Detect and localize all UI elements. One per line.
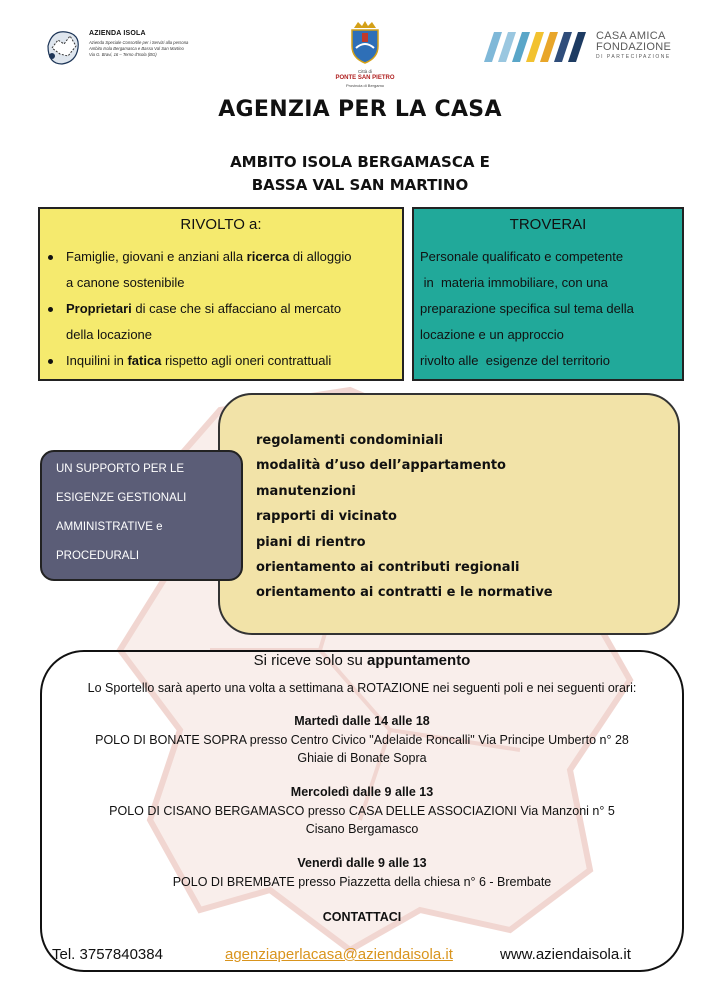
bullet-icon bbox=[48, 359, 53, 364]
service-item: orientamento ai contributi regionali bbox=[256, 560, 520, 576]
right-logo-line3: DI PARTECIPAZIONE bbox=[596, 54, 671, 60]
slot-town: Cisano Bergamasco bbox=[305, 822, 419, 836]
list-item bbox=[40, 348, 402, 374]
services-list bbox=[256, 428, 553, 606]
right-logo-line1: CASA AMICA bbox=[596, 30, 666, 42]
service-item: regolamenti condominiali bbox=[256, 433, 444, 448]
slot-place: POLO DI BONATE SOPRA presso Centro Civico "Adelaide Roncalli" Via Principe Umberto n° 28 bbox=[95, 733, 629, 747]
city-crest-icon bbox=[348, 20, 382, 64]
item-text: della locazione bbox=[66, 327, 153, 342]
page-subtitle bbox=[0, 151, 720, 197]
list-item bbox=[40, 244, 402, 296]
list-item bbox=[40, 296, 402, 348]
casa-amica-logo bbox=[484, 28, 684, 68]
city-province: Provincia di Bergamo bbox=[345, 83, 385, 88]
slot-place: POLO DI BREMBATE presso Piazzetta della chiesa n° 6 - Brembate bbox=[172, 875, 552, 889]
troverai-heading: TROVERAI bbox=[509, 216, 587, 233]
service-item: rapporti di vicinato bbox=[256, 509, 397, 525]
support-line: AMMINISTRATIVE e bbox=[56, 521, 163, 533]
appointment-bold: appuntamento bbox=[367, 652, 471, 669]
email-link[interactable]: agenziaperlacasa@aziendaisola.it bbox=[225, 946, 453, 963]
rivolto-box bbox=[38, 207, 404, 381]
item-text: di alloggio bbox=[289, 249, 352, 264]
item-text: rispetto agli oneri contrattuali bbox=[161, 353, 332, 368]
support-box bbox=[40, 450, 243, 581]
ponte-san-pietro-logo bbox=[330, 20, 400, 95]
service-item: piani di rientro bbox=[256, 534, 366, 550]
schedule-intro: Lo Sportello sarà aperto una volta a settimana a ROTAZIONE nei seguenti poli e nei seguenti orari: bbox=[87, 681, 637, 695]
item-bold: fatica bbox=[127, 353, 162, 368]
page-title: AGENZIA PER LA CASA bbox=[218, 97, 502, 122]
slot-day: Martedì dalle 14 alle 18 bbox=[294, 714, 430, 728]
slot-day: Mercoledì dalle 9 alle 13 bbox=[290, 785, 434, 799]
city-prefix: Città di bbox=[357, 69, 372, 74]
website-link[interactable]: www.aziendaisola.it bbox=[500, 946, 631, 963]
item-bold: Proprietari bbox=[66, 301, 132, 316]
support-line: ESIGENZE GESTIONALI bbox=[56, 492, 187, 504]
item-text: Inquilini in bbox=[66, 353, 128, 368]
troverai-line: rivolto alle esigenze del territorio bbox=[420, 353, 611, 368]
bullet-icon bbox=[48, 255, 53, 260]
item-text: a canone sostenibile bbox=[66, 275, 185, 290]
item-text: Famiglie, giovani e anziani alla bbox=[66, 249, 247, 264]
item-bold: ricerca bbox=[246, 249, 290, 264]
troverai-box bbox=[412, 207, 684, 381]
troverai-line: preparazione specifica sul tema della bbox=[420, 301, 634, 316]
bullet-icon bbox=[48, 307, 53, 312]
left-logo-line: Azienda Speciale Consortile per i Servizi alla persona bbox=[89, 40, 189, 45]
left-logo-line: Ambito Isola Bergamasca e Bassa Val San Martino bbox=[89, 46, 184, 51]
support-line: UN SUPPORTO PER LE bbox=[56, 463, 185, 475]
troverai-line: in materia immobiliare, con una bbox=[420, 275, 608, 290]
subtitle-line: BASSA VAL SAN MARTINO bbox=[251, 176, 469, 194]
subtitle-line: AMBITO ISOLA BERGAMASCA E bbox=[230, 153, 490, 171]
service-item: orientamento ai contratti e le normative bbox=[256, 585, 553, 601]
service-item: manutenzioni bbox=[256, 483, 356, 499]
slot-town: Ghiaie di Bonate Sopra bbox=[297, 751, 427, 765]
azienda-isola-logo bbox=[42, 26, 192, 81]
appointment-line bbox=[40, 652, 684, 669]
left-logo-line: Via G. Bravi, 16 – Terno d'Isola (BG) bbox=[89, 52, 157, 57]
city-name: PONTE SAN PIETRO bbox=[335, 75, 395, 81]
right-logo-line2: FONDAZIONE bbox=[596, 41, 672, 53]
troverai-text bbox=[420, 244, 634, 374]
appointment-text: Si riceve solo su bbox=[253, 652, 368, 669]
azienda-isola-emblem-icon bbox=[42, 26, 84, 70]
slot-day: Venerdì dalle 9 alle 13 bbox=[297, 856, 427, 870]
slot-place: POLO DI CISANO BERGAMASCO presso CASA DELLE ASSOCIAZIONI Via Manzoni n° 5 bbox=[109, 804, 615, 818]
troverai-line: Personale qualificato e competente bbox=[420, 249, 624, 264]
phone-number: Tel. 3757840384 bbox=[52, 946, 163, 963]
service-item: modalità d’uso dell’appartamento bbox=[256, 458, 506, 474]
troverai-line: locazione e un approccio bbox=[420, 327, 564, 342]
rivolto-heading: RIVOLTO a: bbox=[180, 216, 262, 233]
support-line: PROCEDURALI bbox=[56, 550, 140, 562]
casa-amica-stripes-icon bbox=[484, 32, 592, 62]
contact-heading: CONTATTACI bbox=[322, 910, 402, 924]
left-logo-title: AZIENDA ISOLA bbox=[89, 30, 146, 37]
item-text: di case che si affacciano al mercato bbox=[131, 301, 342, 316]
rivolto-list bbox=[40, 244, 402, 374]
